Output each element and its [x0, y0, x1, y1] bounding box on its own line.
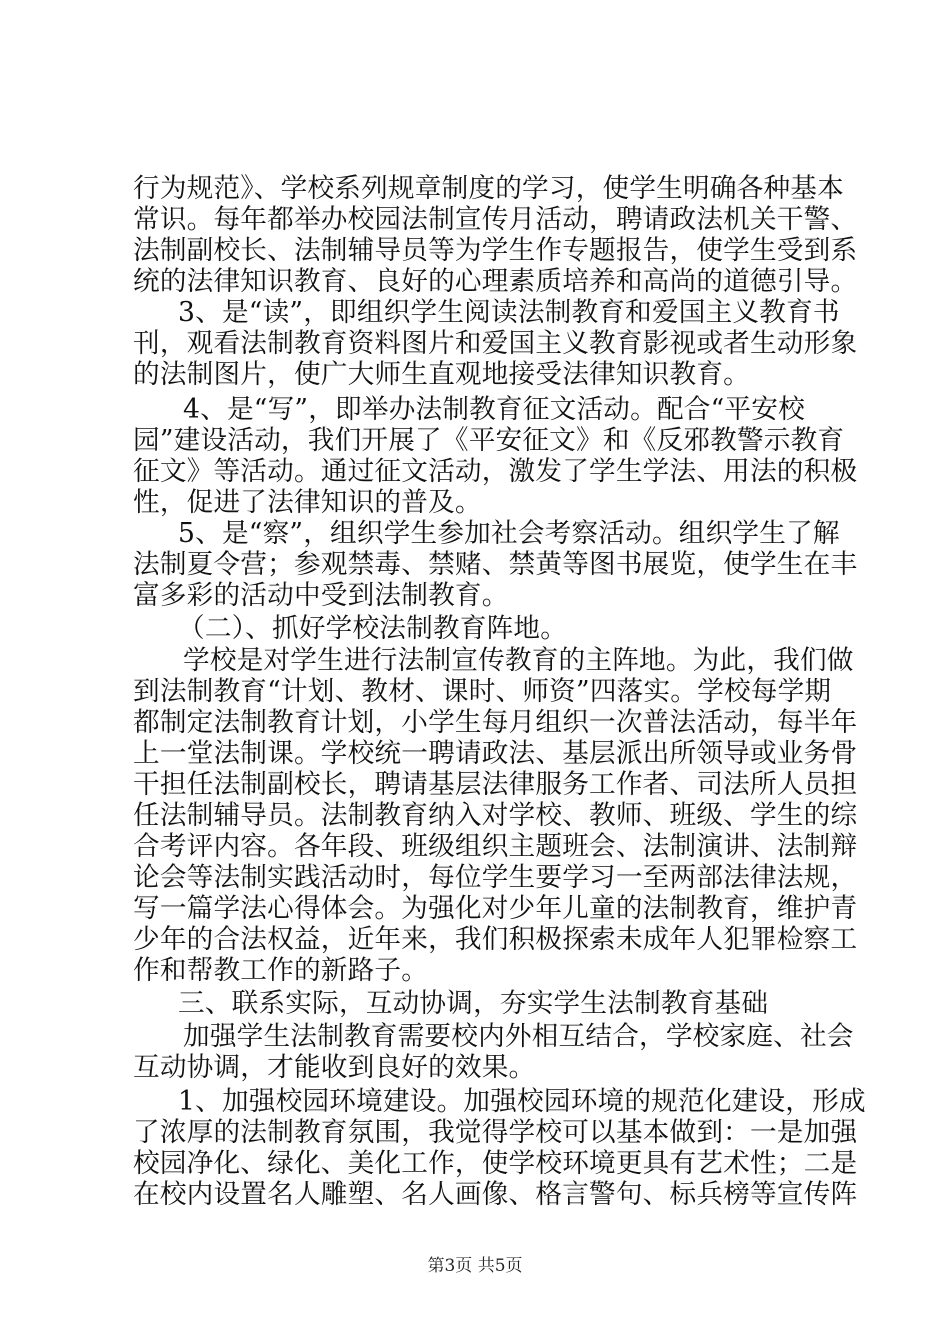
text-line: 统的法律知识教育、良好的心理素质培养和高尚的道德引导。 [133, 265, 858, 297]
text-line: 学校是对学生进行法制宣传教育的主阵地。为此，我们做 [183, 645, 854, 677]
text-line: 作和帮教工作的新路子。 [133, 955, 429, 987]
text-line: 行为规范》、学校系列规章制度的学习，使学生明确各种基本 [133, 173, 844, 204]
text-line: 了浓厚的法制教育氛围，我觉得学校可以基本做到：一是加强 [133, 1117, 858, 1149]
text-line: 的法制图片，使广大师生直观地接受法律知识教育。 [133, 358, 750, 390]
section-heading: （二）、抓好学校法制教育阵地。 [178, 612, 568, 644]
text-line: 4、是“写”，即举办法制教育征文活动。配合“平安校 [183, 394, 805, 426]
text-line: 征文》等活动。通过征文活动，激发了学生学法、用法的积极 [133, 456, 858, 488]
text-line: 任法制辅导员。法制教育纳入对学校、教师、班级、学生的综 [133, 800, 858, 832]
text-line: 1、加强校园环境建设。加强校园环境的规范化建设，形成 [178, 1086, 866, 1118]
text-line: 校园净化、绿化、美化工作，使学校环境更具有艺术性；二是 [133, 1148, 858, 1180]
text-line: 写一篇学法心得体会。为强化对少年儿童的法制教育，维护青 [133, 893, 858, 925]
text-line: 上一堂法制课。学校统一聘请政法、基层派出所领导或业务骨 [133, 738, 858, 770]
text-line: 5、是“察”，组织学生参加社会考察活动。组织学生了解 [178, 518, 840, 550]
text-line: 法制副校长、法制辅导员等为学生作专题报告，使学生受到系 [133, 234, 858, 266]
text-line: 论会等法制实践活动时，每位学生要学习一至两部法律法规， [133, 862, 858, 894]
text-line: 3、是“读”，即组织学生阅读法制教育和爱国主义教育书 [178, 296, 840, 328]
text-line: 富多彩的活动中受到法制教育。 [133, 580, 509, 611]
text-line: 法制夏令营；参观禁毒、禁赌、禁黄等图书展览，使学生在丰 [133, 549, 858, 581]
text-line: 少年的合法权益，近年来，我们积极探索未成年人犯罪检察工 [133, 924, 858, 956]
text-line: 刊，观看法制教育资料图片和爱国主义教育影视或者生动形象 [133, 327, 858, 359]
text-line: 干担任法制副校长，聘请基层法律服务工作者、司法所人员担 [133, 769, 858, 801]
text-line: 合考评内容。各年段、班级组织主题班会、法制演讲、法制辩 [133, 831, 858, 863]
text-line: 加强学生法制教育需要校内外相互结合，学校家庭、社会 [183, 1020, 854, 1052]
text-line: 互动协调，才能收到良好的效果。 [133, 1051, 536, 1083]
text-line: 到法制教育“计划、教材、课时、师资”四落实。学校每学期 [133, 676, 832, 708]
text-line: 性，促进了法律知识的普及。 [133, 487, 482, 519]
text-line: 在校内设置名人雕塑、名人画像、格言警句、标兵榜等宣传阵 [133, 1179, 858, 1210]
page-footer: 第3页 共5页 [427, 1256, 523, 1276]
section-heading: 三、联系实际，互动协调，夯实学生法制教育基础 [178, 987, 769, 1019]
text-line: 常识。每年都举办校园法制宣传月活动，聘请政法机关干警、 [133, 203, 858, 235]
text-line: 都制定法制教育计划，小学生每月组织一次普法活动，每半年 [133, 707, 858, 739]
text-line: 园”建设活动，我们开展了《平安征文》和《反邪教警示教育 [133, 425, 845, 457]
